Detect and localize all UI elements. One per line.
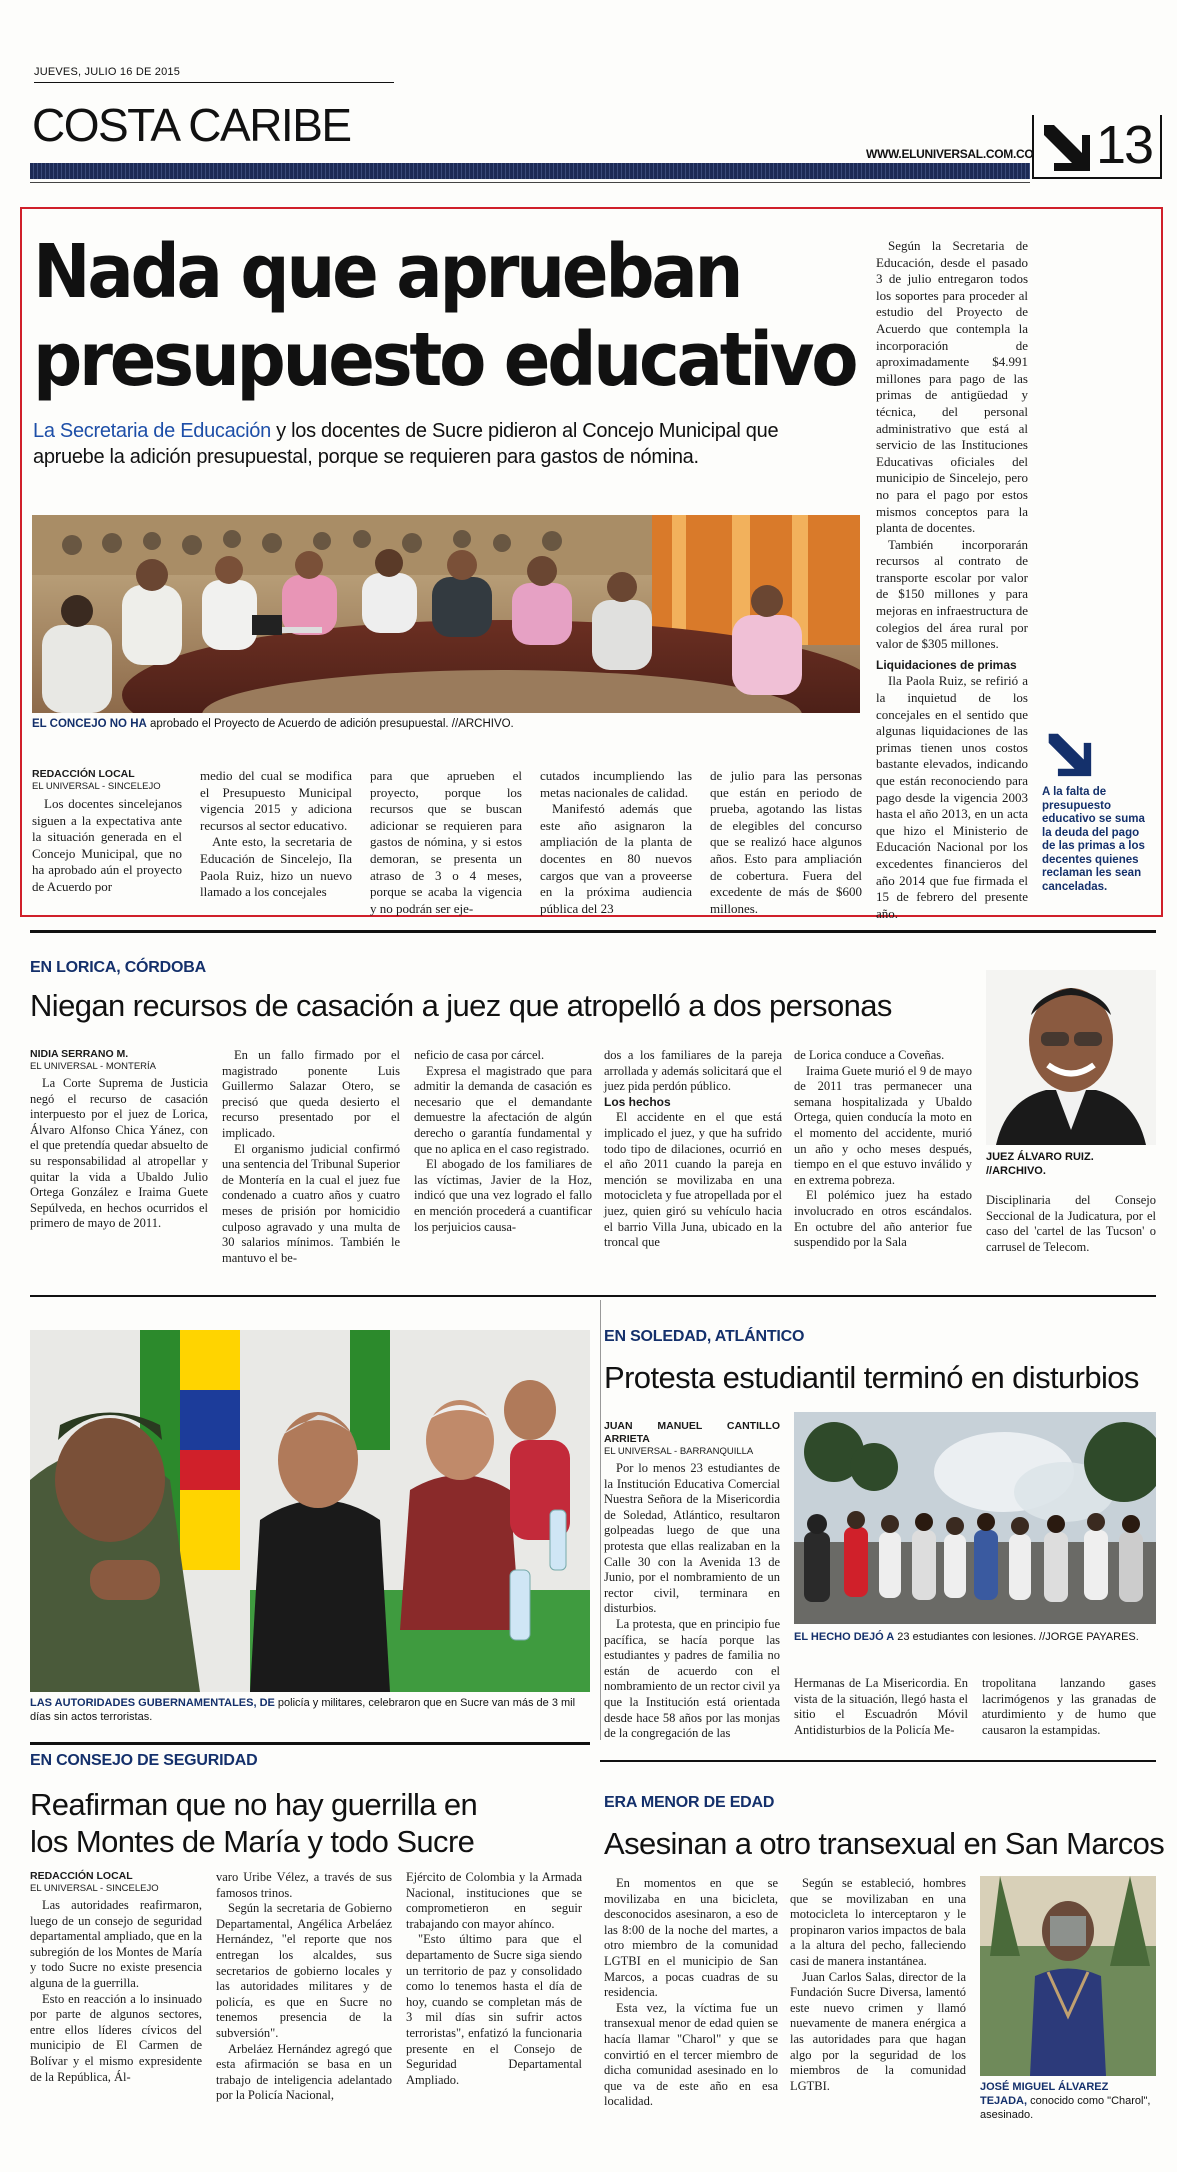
victim-caption-rest: conocido como "Charol", asesinado. (980, 2095, 1151, 2121)
sanmarcos-col-2 (790, 1876, 966, 2094)
seguridad-headline (30, 1786, 477, 1860)
main-photo-caption (32, 717, 860, 731)
sanmarcos-col1b-text: Esta vez, la víctima fue un transexual menor de edad quien se hacía llamar "Charol" y que se convirtió en el tercer miembro de dicha comunidad asesinado en lo que va de este año en esa localidad. (604, 2000, 778, 2109)
seguridad-col2-text: varo Uribe Vélez, a través de sus famosos trinos. (216, 1870, 392, 1900)
main-col-3 (370, 768, 522, 917)
main-col4-text: cutados incumpliendo las metas nacionales de calidad. (540, 768, 692, 800)
main-col5-text: de julio para las personas que están en periodo de prueba, agotando las listas de elegibles del concurso que se realizó hace algunos años. Esto para ampliación de cobertura. Fuera del excedente de más de $600 millones. (710, 768, 862, 916)
main-col-2 (200, 768, 352, 901)
lorica-col6-text: Disciplinaria del Consejo Seccional de la Judicatura, por el caso del 'cartel de las Tucson' o carrusel de Telecom. (986, 1193, 1156, 1254)
sanmarcos-kicker: ERA MENOR DE EDAD (604, 1794, 775, 1811)
judge-caption: JUEZ ÁLVARO RUIZ. //ARCHIVO. (986, 1151, 1094, 1177)
main-col-4 (540, 768, 692, 917)
main-col-1 (32, 768, 182, 896)
deck-line2: apruebe la adición presupuestal, porque se requieren para gastos de nómina. (33, 446, 699, 468)
lorica-col-3 (414, 1048, 592, 1235)
main-headline-line1: Nada que aprueban (33, 229, 741, 315)
main-headline (33, 228, 855, 404)
lorica-col3-text: neficio de casa por cárcel. (414, 1048, 545, 1062)
rule-seguridad-top (30, 1742, 590, 1745)
soledad-col2-text: Hermanas de La Misericordia. En vista de la situación, llegó hasta el sitio el Escuadrón Móvil Antidisturbios de la Policía Me- (794, 1676, 968, 1737)
soledad-col-1 (604, 1420, 780, 1742)
lorica-col2-text: En un fallo firmado por el magistrado ponente Luis Guillermo Salazar Otero, se precisó que queda desierto el recurso presentado por el implicado. (222, 1048, 400, 1140)
deck-highlight: La Secretaria de Educación (33, 420, 271, 442)
rule-lorica-top (30, 930, 1156, 933)
soledad-col1b-text: La protesta, que en principio fue pacífica, se hacía porque las estudiantes y padres de familia no están de acuerdo con el nombramiento de un rector civil ya que la Institución está orientada desde hace 58 años por las monjas de la congregación de las (604, 1616, 780, 1741)
main-side2-text: También incorporarán recursos al contrato de transporte escolar por valor de $150 millones y para mejoras en infraestructura de colegios del área rural por valor de $305 millones. (876, 536, 1028, 652)
protest-photo (794, 1412, 1156, 1624)
main-col2b-text: Ante esto, la secretaria de Educación de Sincelejo, Ila Paola Ruiz, hizo un nuevo llamado a los concejales (200, 834, 352, 900)
seguridad-col2b-text: Según la secretaria de Gobierno Departamental, Angélica Arbeláez Hernández, "el reporte que nos entregan los alcaldes, sus secretarios de gobierno locales y las autoridades militares y de policía, es que en Sucre no tenemos presencia de la subversión". (216, 1901, 392, 2040)
rule-sanmarcos-top (600, 1760, 1156, 1762)
protest-caption-rest: 23 estudiantes con lesiones. //JORGE PAYARES. (894, 1631, 1139, 1643)
header-date-rule (34, 82, 394, 83)
main-headline-line2: presupuesto educativo (33, 317, 856, 403)
lorica-col1-text: La Corte Suprema de Justicia negó el recurso de casación interpuesto por el juez de Lorica, Álvaro Alfonso Chica Yánez, con el que pretendía quedar absuelto de su responsabilidad al atropellar y quitar la vida a Ubaldo Julio Ortega González e Iraima Guete Sepúlveda, en hechos ocurridos el primero de mayo de 2011. (30, 1076, 208, 1231)
soledad-kicker: EN SOLEDAD, ATLÁNTICO (604, 1328, 805, 1345)
protest-caption (794, 1630, 1156, 1644)
pullquote-arrow-icon (1045, 730, 1093, 778)
lorica-col-4 (604, 1048, 782, 1251)
main-col3-text: para que aprueben el proyecto, porque los recursos que se buscan adicionar se requieren para gastos de nómina, y si estos demoran, se presenta un atraso de 3 o 4 meses, porque se acaba la vigencia y no podrán ser eje- (370, 768, 522, 916)
seguridad-col2c-text: Arbeláez Hernández agregó que esta afirmación se basa en un trabajo de inteligencia adelantado por la Policía Nacional, (216, 2041, 392, 2103)
seguridad-col-2 (216, 1870, 392, 2104)
seguridad-col1b-text: Esto en reacción a lo insinuado por parte de algunos sectores, entre ellos líderes cívicos del municipio de El Carmen de Bolívar y el mismo expresidente de la República, Ál- (30, 1991, 202, 2084)
page-number: 13 (1096, 115, 1153, 175)
seguridad-byline-place: EL UNIVERSAL - SINCELEJO (30, 1883, 159, 1894)
soledad-headline: Protesta estudiantil terminó en disturbios (604, 1360, 1139, 1395)
sanmarcos-col-1 (604, 1876, 778, 2110)
main-col2-text: medio del cual se modifica el Presupuesto Municipal vigencia 2015 y adiciona recursos al sector educativo. (200, 768, 352, 833)
header-thin-rule (30, 182, 1030, 183)
lorica-col-5 (794, 1048, 972, 1251)
section-title: COSTA CARIBE (32, 99, 351, 151)
main-side3-text: Ila Paola Ruiz, se refirió a la inquietud de los concejales en el sentido que algunas liquidaciones de las primas tienen unos costos bastante elevados, indicando que están reconociendo para pago desde la vigencia 2003 hasta el año 2013, en un acta que hizo el Ministerio de Educación Nacional por los excedentes financieros del año 2014 que fue firmada el 15 de febrero del presente año. (876, 673, 1028, 921)
sanmarcos-headline: Asesinan a otro transexual en San Marcos (604, 1826, 1165, 1861)
victim-caption (980, 2080, 1156, 2122)
main-col-5 (710, 768, 862, 917)
seguridad-col1-text: Las autoridades reafirmaron, luego de un consejo de seguridad departamental ampliado, que en la subregión de los Montes de María y todo Sucre no existe presencia alguna de la guerrilla. (30, 1898, 202, 1990)
main-side-subhead: Liquidaciones de primas (876, 657, 1017, 672)
main-pullquote: A la falta de presupuesto educativo se suma la deuda del pago de las primas a los decentes quienes reclaman les sean canceladas. (1042, 786, 1145, 893)
lorica-kicker: EN LORICA, CÓRDOBA (30, 959, 206, 976)
victim-photo (980, 1876, 1156, 2076)
main-col4b-text: Manifestó además que este año asignaron la ampliación de la planta de docentes en 80 nuevos cargos que van a proveerse en la próxima audiencia pública del 23 (540, 801, 692, 916)
lorica-col-1 (30, 1048, 208, 1232)
seguridad-col3b-text: "Esto último para que el departamento de Sucre siga siendo un territorio de paz y consolidado como lo tenemos hasta el día de hoy, cuando se completan más de 3 mil días sin sufrir actos terroristas", enfatizó la funcionaria presente en el Consejo de Seguridad Departamental Ampliado. (406, 1932, 582, 2087)
lorica-col4b-text: El accidente en el que está implicado el juez, y que ha sufrido todo tipo de dilaciones, ocurrió en el año 2011 cuando la pareja en mención se movilizaba en una motocicleta y fue atropellada por el juez, quien giró su vehículo hacia el barrio Villa Juna, ubicado en la troncal que (604, 1110, 782, 1250)
lorica-col2b-text: El organismo judicial confirmó una sentencia del Tribunal Superior de Montería en la cual el juez fue condenado a cuatro años y cuatro meses de prisión por homicidio culposo agravado y una multa de 30 salarios mínimos. También le mantuvo el be- (222, 1141, 400, 1265)
lorica-col5c-text: El polémico juez ha estado involucrado en otros escándalos. En octubre del año anterior fue suspendido por la Sala (794, 1188, 972, 1250)
lorica-byline: NIDIA SERRANO M. (30, 1048, 129, 1060)
lorica-byline-place: EL UNIVERSAL - MONTERÍA (30, 1061, 156, 1072)
main-side1-text: Según la Secretaria de Educación, desde el pasado 3 de julio entregaron todos los soportes para proceder al estudio del Proyecto de Acuerdo que contempla la incorporación de aproximadamente $4.991 millones para pago de las primas de antigüedad y técnica, del personal administrativo que está al servicio de las Instituciones Educativas oficiales del municipio de Sincelejo, pero no para el pago por estos mismos conceptos para la planta de docentes. (876, 238, 1028, 536)
lorica-col-2 (222, 1048, 400, 1266)
lorica-col3b-text: Expresa el magistrado que para admitir la demanda de casación es necesario que el demandante demuestre la afectación de algún derecho o garantía fundamental y que no aplica en el caso registrado. (414, 1063, 592, 1156)
seguridad-col-3 (406, 1870, 582, 2088)
protest-caption-bold: EL HECHO DEJÓ A (794, 1631, 895, 1643)
soledad-col-3 (982, 1676, 1156, 1738)
lorica-col5-text: de Lorica conduce a Coveñas. (794, 1048, 945, 1062)
sanmarcos-col2b-text: Juan Carlos Salas, director de la Fundación Sucre Diversa, lamentó este nuevo crimen y llamó nuevamente de manera enérgica a las autoridades para que hagan algo por la seguridad de los miembros de la comunidad LGTBI. (790, 1969, 966, 2093)
lorica-col-6 (986, 1193, 1156, 1255)
victim-caption-bold: JOSÉ MIGUEL ÁLVAREZ TEJADA, (980, 2081, 1109, 2107)
security-council-photo (30, 1330, 590, 1692)
security-caption-bold: LAS AUTORIDADES GUBERNAMENTALES, DE (30, 1697, 275, 1709)
soledad-byline-place: EL UNIVERSAL - BARRANQUILLA (604, 1446, 754, 1457)
main-deck (33, 418, 873, 470)
rule-soledad-left (600, 1300, 601, 1740)
main-caption-rest: aprobado el Proyecto de Acuerdo de adición presupuestal. //ARCHIVO. (146, 718, 514, 730)
arrow-down-right-icon (1040, 121, 1092, 173)
page-number-box (1032, 115, 1162, 179)
rule-middle (30, 1295, 1156, 1297)
seguridad-col3-text: Ejército de Colombia y la Armada Nacional, instituciones que se comprometieron en seguir trabajando con mayor ahínco. (406, 1870, 582, 1931)
lorica-col5b-text: Iraima Guete murió el 9 de mayo de 2011 tras permanecer una semana hospitalizada y Ubaldo Ortega, quien conducía la moto en el momento del accidente, murió un año y ocho meses después, tiempo en el que estuvo inválido y en extrema pobreza. (794, 1063, 972, 1187)
security-caption-rest: policía y militares, celebraron que en Sucre van más de 3 mil días sin actos terroristas. (30, 1697, 576, 1723)
main-byline-place: EL UNIVERSAL - SINCELEJO (32, 781, 161, 792)
seguridad-kicker: EN CONSEJO DE SEGURIDAD (30, 1752, 258, 1769)
soledad-col1-text: Por lo menos 23 estudiantes de la Institución Educativa Comercial Nuestra Señora de la Misericordia de Soledad, Atlántico, resultaron golpeadas luego de que una protesta que ellas realizaban en la Calle 30 con la Avenida 13 de Junio, por el nombramiento de un rector civil, terminara en disturbios. (604, 1461, 780, 1616)
seguridad-headline-line1: Reafirman que no hay guerrilla en (30, 1787, 478, 1822)
seguridad-byline: REDACCIÓN LOCAL (30, 1870, 133, 1882)
sanmarcos-col2-text: Según se estableció, hombres que se movilizaban en una motocicleta lo interceptaron y le propinaron varios impactos de bala a la altura del pecho, falleciendo casi de manera instantánea. (790, 1876, 966, 1968)
council-meeting-photo (32, 515, 860, 713)
lorica-col3c-text: El abogado de los familiares de las víctimas, Javier de la Hoz, indicó que una vez logrado el fallo en mención procederá a cuantificar los perjuicios causa- (414, 1157, 592, 1234)
header-date: JUEVES, JULIO 16 DE 2015 (34, 66, 181, 78)
seguridad-col-1 (30, 1870, 202, 2085)
soledad-col-2 (794, 1676, 968, 1738)
website-url: WWW.ELUNIVERSAL.COM.CO (866, 147, 1034, 161)
seguridad-headline-line2: los Montes de María y todo Sucre (30, 1824, 475, 1859)
header-band (30, 163, 1030, 179)
lorica-col4-subhead: Los hechos (604, 1094, 671, 1109)
lorica-col4-text: dos a los familiares de la pareja arrollada y además solicitará que el juez pida perdón público. (604, 1048, 782, 1094)
judge-portrait-photo (986, 970, 1156, 1145)
main-side-col (876, 238, 1028, 922)
security-photo-caption (30, 1696, 590, 1724)
soledad-col3-text: tropolitana lanzando gases lacrimógenos y las granadas de aturdimiento y de humo que causaron la estampidas. (982, 1676, 1156, 1737)
lorica-headline: Niegan recursos de casación a juez que atropelló a dos personas (30, 988, 892, 1023)
main-caption-bold: EL CONCEJO NO HA (32, 718, 147, 730)
main-byline: REDACCIÓN LOCAL (32, 768, 135, 780)
main-col1-text: Los docentes sincelejanos siguen a la expectativa ante la situación generada en el Concejo Municipal, que no ha aprobado aún el proyecto de Acuerdo por (32, 796, 182, 894)
sanmarcos-col1-text: En momentos en que se movilizaba en una bicicleta, desconocidos asesinaron, a eso de las 8:00 de la noche del martes, a otro miembro de la comunidad LGTBI en el municipio de San Marcos, a pocas cuadras de su residencia. (604, 1876, 778, 2000)
deck-line1: y los docentes de Sucre pidieron al Concejo Municipal que (270, 420, 779, 442)
soledad-byline: JUAN MANUEL CANTILLO ARRIETA (604, 1420, 780, 1445)
